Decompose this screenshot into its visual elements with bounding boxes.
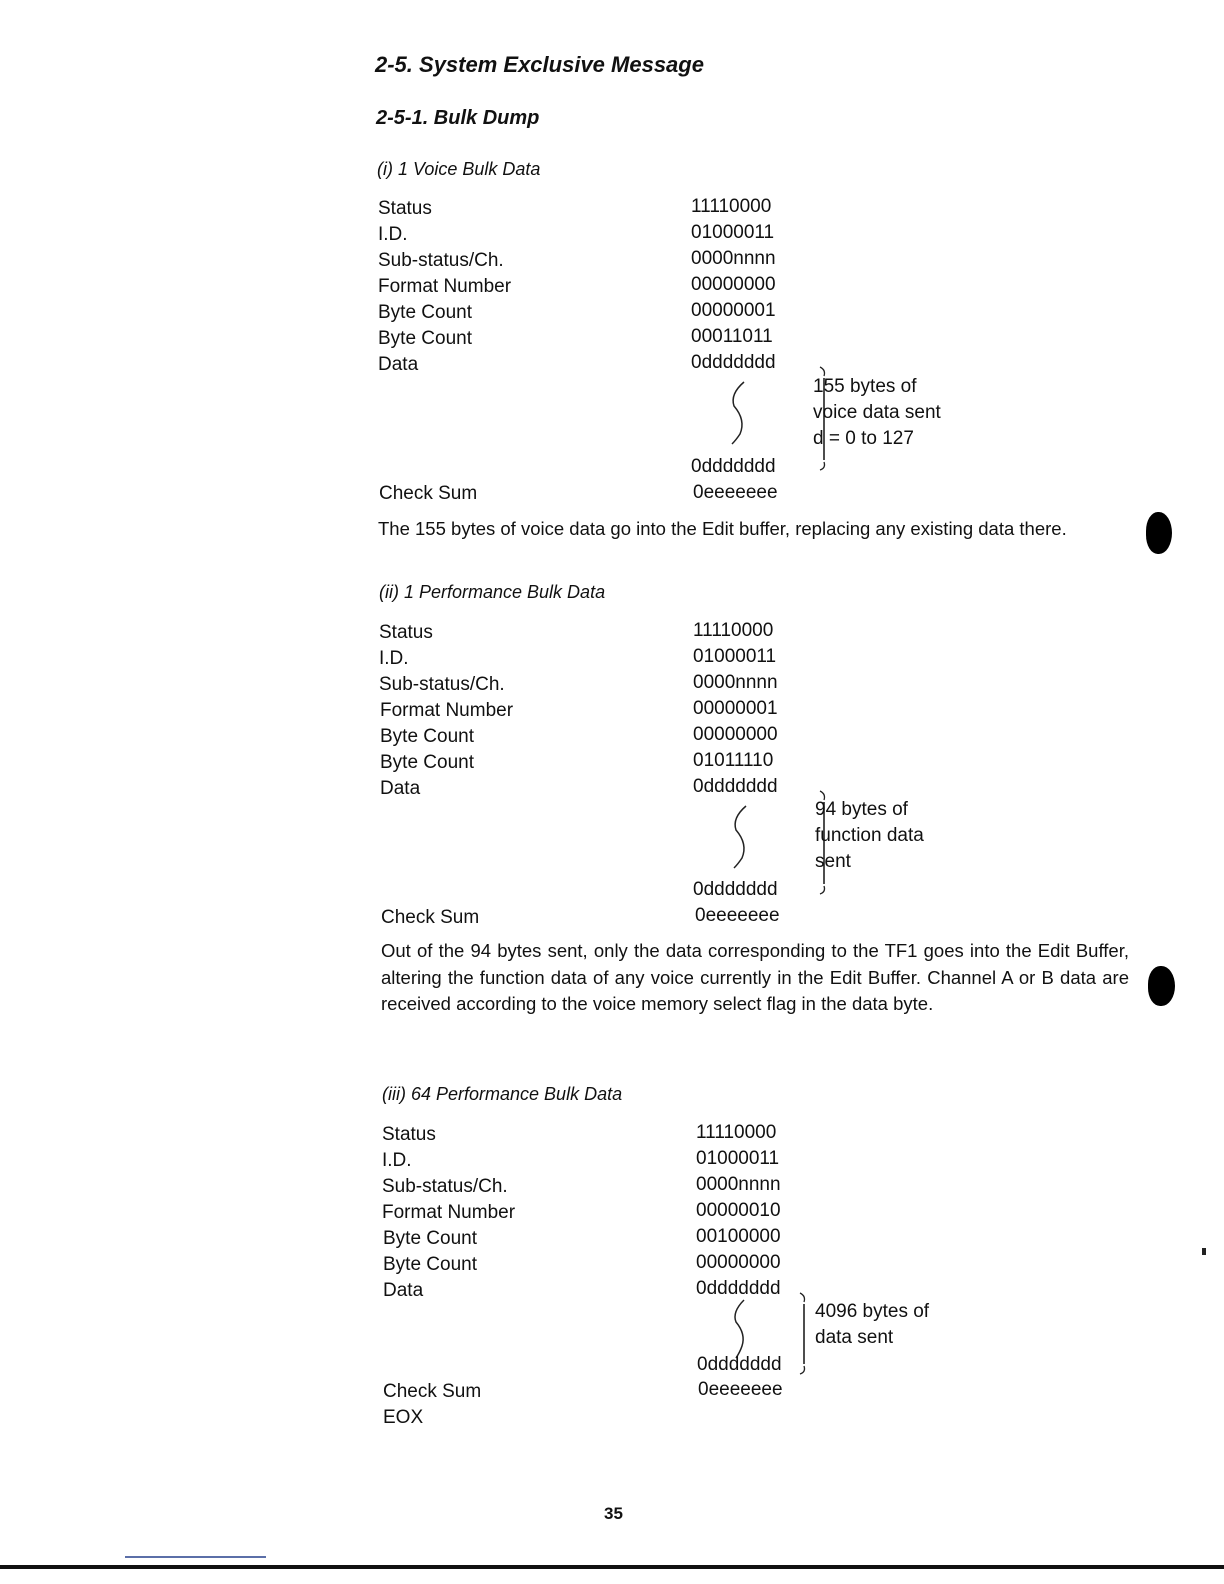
block-3-row-value: 00100000 <box>696 1226 781 1247</box>
block-1-check-label: Check Sum <box>379 483 478 504</box>
block-1-row-value: 00011011 <box>691 326 773 347</box>
block-1-row-label: Data <box>378 354 419 375</box>
block-1-check-value: 0eeeeeee <box>693 482 778 503</box>
block-1-row-label: Format Number <box>378 276 512 297</box>
scan-bottom-border <box>0 1565 1224 1569</box>
block-1-row-value: 01000011 <box>691 222 775 243</box>
block-1-heading: (i) 1 Voice Bulk Data <box>377 159 541 179</box>
block-3-check-value: 0eeeeeee <box>698 1379 783 1400</box>
block-1-note-line: d = 0 to 127 <box>813 428 914 449</box>
block-2-row-label: Byte Count <box>380 752 474 773</box>
block-2-row-label: Byte Count <box>380 726 474 747</box>
block-3-row-value: 00000010 <box>696 1200 781 1221</box>
block-2-row-label: Format Number <box>380 700 514 721</box>
block-2-note-line: function data <box>815 825 924 846</box>
section-title: 2-5. System Exclusive Message <box>375 52 704 77</box>
block-3-note-line: 4096 bytes of <box>815 1301 930 1322</box>
block-3-row-label: Sub-status/Ch. <box>382 1176 508 1197</box>
block-2-note-line: 94 bytes of <box>815 799 908 820</box>
block-3-row-value: 00000000 <box>696 1252 781 1273</box>
block-3-row-label: Format Number <box>382 1202 516 1223</box>
subsection-title: 2-5-1. Bulk Dump <box>376 107 540 129</box>
block-1-description: The 155 bytes of voice data go into the Edit buffer, replacing any existing data there. <box>378 518 1067 539</box>
block-3-row-label: Byte Count <box>383 1254 477 1275</box>
block-2-check-label: Check Sum <box>381 907 480 928</box>
block-2-note <box>815 797 924 875</box>
block-3-heading: (iii) 64 Performance Bulk Data <box>382 1084 623 1104</box>
block-3-check-label: Check Sum <box>383 1381 482 1402</box>
block-1-row-value: 11110000 <box>691 196 772 217</box>
block-2-data-end: 0ddddddd <box>693 879 778 900</box>
block-2-row-label: I.D. <box>379 648 409 669</box>
block-2-row-label: Data <box>380 778 421 799</box>
block-1-row-label: I.D. <box>378 224 408 245</box>
block-1-note <box>813 374 941 452</box>
scan-mark <box>1202 1248 1206 1255</box>
block-1-row-value: 0000nnnn <box>691 248 776 269</box>
block-1-row-value: 00000000 <box>691 274 776 295</box>
block-3-note <box>815 1299 929 1351</box>
page-number: 35 <box>604 1504 623 1523</box>
block-2-row-label: Sub-status/Ch. <box>379 674 505 695</box>
block-3-note-line: data sent <box>815 1327 894 1348</box>
block-1-row-value: 00000001 <box>691 300 776 321</box>
block-3-eox-label: EOX <box>383 1407 424 1428</box>
block-3-row-label: I.D. <box>382 1150 412 1171</box>
scan-edge-line <box>125 1556 266 1558</box>
block-2-row-value: 01011110 <box>693 750 774 771</box>
block-2-description: Out of the 94 bytes sent, only the data corresponding to the TF1 goes into the Edit Buffer, altering the function data of any voice currently in the Edit Buffer. Channel A or B data are received according to the voice memory select flag in the data byte. <box>381 940 1129 1014</box>
block-1-row-label: Byte Count <box>378 302 472 323</box>
block-1-note-line: 155 bytes of <box>813 376 917 397</box>
block-2-row-value: 11110000 <box>693 620 774 641</box>
block-2-row-value: 01000011 <box>693 646 777 667</box>
block-2-note-line: sent <box>815 851 851 872</box>
block-3-row-value: 0000nnnn <box>696 1174 781 1195</box>
block-3-row-value: 01000011 <box>696 1148 780 1169</box>
block-1-row-label: Status <box>378 198 432 219</box>
punch-hole-icon <box>1146 512 1172 554</box>
block-1-data-end: 0ddddddd <box>691 456 776 477</box>
block-3-row-label: Data <box>383 1280 424 1301</box>
block-2-row-value: 00000001 <box>693 698 778 719</box>
block-3-row-label: Byte Count <box>383 1228 477 1249</box>
punch-hole-icon <box>1148 966 1175 1006</box>
block-3-row-value: 11110000 <box>696 1122 777 1143</box>
block-3-row-value: 0ddddddd <box>696 1278 781 1299</box>
block-2-row-value: 0ddddddd <box>693 776 778 797</box>
block-2-row-label: Status <box>379 622 433 643</box>
block-3-data-end: 0ddddddd <box>697 1354 782 1375</box>
block-1-row-label: Byte Count <box>378 328 472 349</box>
block-1-row-label: Sub-status/Ch. <box>378 250 504 271</box>
block-2-row-value: 00000000 <box>693 724 778 745</box>
block-3-row-label: Status <box>382 1124 436 1145</box>
block-2-check-value: 0eeeeeee <box>695 905 780 926</box>
block-2-heading: (ii) 1 Performance Bulk Data <box>379 582 606 602</box>
block-1-row-value: 0ddddddd <box>691 352 776 373</box>
block-2-row-value: 0000nnnn <box>693 672 778 693</box>
block-1-note-line: voice data sent <box>813 402 941 423</box>
